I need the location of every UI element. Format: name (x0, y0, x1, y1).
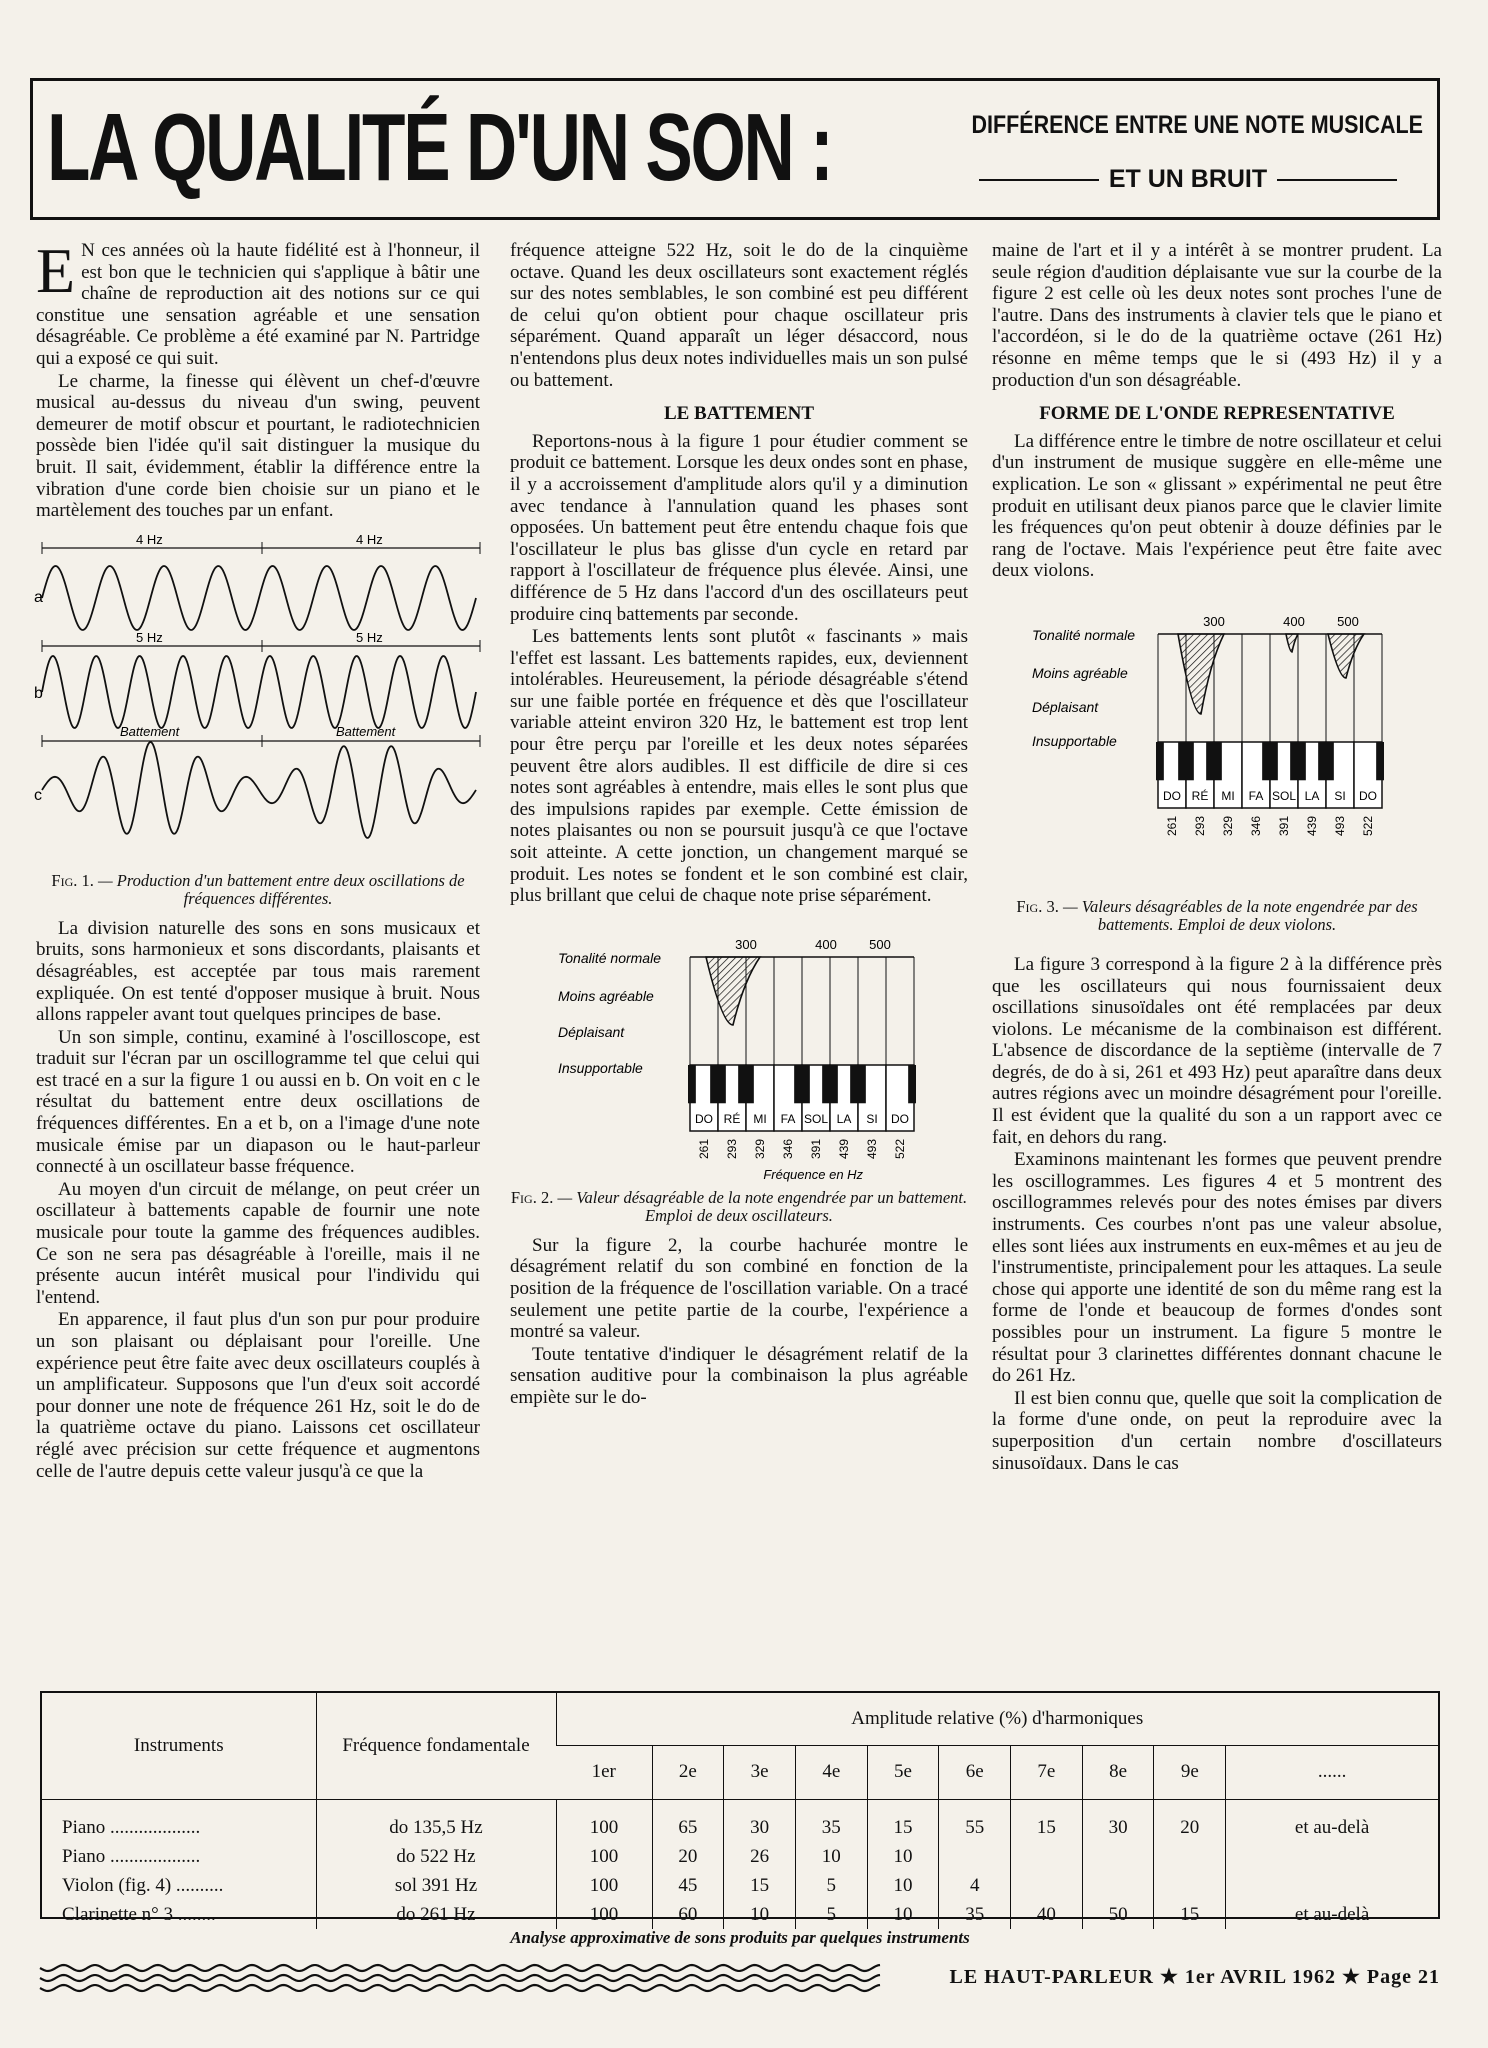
footer-text: LE HAUT-PARLEUR ★ 1er AVRIL 1962 ★ Page 21 (949, 1966, 1440, 1988)
paragraph: Un son simple, continu, examiné à l'oscilloscope, est traduit sur l'écran par un oscillogramme tel que celui qui est tracé en a sur la figure 1 ou aussi en b. On voit en c le résultat du battement entre deux oscillations de fréquences différentes. En a et b, on a l'image d'une note musicale émise par un diapason ou le haut-parleur connecté à un oscillateur basse fréquence. (36, 1026, 480, 1178)
black-key (710, 1065, 726, 1103)
note-label: SOL (803, 1111, 829, 1126)
spacer-cell (1226, 1799, 1438, 1813)
spacer-cell (724, 1799, 796, 1813)
section-heading: LE BATTEMENT (663, 403, 815, 425)
row-value: 100 (556, 1842, 652, 1871)
note-label: SI (866, 1111, 878, 1126)
harmonic-header: 1er (591, 1761, 616, 1782)
spacer-cell (867, 1799, 939, 1813)
paragraph: Toute tentative d'indiquer le désagrément relatif de la sensation auditive pour la combinaison la plus agréable empiète sur le do- (510, 1343, 968, 1408)
freq-label: 493 (865, 1138, 879, 1159)
spacer-cell (795, 1799, 867, 1813)
paragraph: Examinons maintenant les formes que peuvent prendre les oscillogrammes. Les figures 4 et 5 montrent des oscillogrammes relevés pour des notes émises par divers instruments. Ces courbes n'ont pas une valeur absolue, elles sont liées aux instruments en eux-mêmes et au jeu de l'instrumentiste, principalement pour les attaques. La seule chose qui apporte une identité de son du même rang est la forme de l'onde et beaucoup de formes d'ondes sont possibles pour un instrument. La figure 5 montre le résultat pour 3 clarinettes différentes donnant chacune le do 261 Hz. (992, 1149, 1442, 1387)
disagreement-curve (706, 957, 760, 1025)
black-key (1156, 742, 1164, 780)
table-row (42, 1813, 1438, 1842)
freq-tick-label: 300 (1203, 613, 1225, 629)
figure-1-svg (36, 528, 480, 866)
footer (40, 1958, 1440, 1998)
black-key (850, 1065, 866, 1103)
freq-label: 293 (1193, 815, 1207, 836)
row-value: 10 (867, 1900, 939, 1929)
level-label: Déplaisant (558, 1023, 625, 1040)
row-freq: do 135,5 Hz (316, 1813, 556, 1842)
harmonic-header: 6e (939, 1745, 1011, 1799)
caption-text: — Valeur désagréable de la note engendrée par un battement. Emploi de deux oscillateurs. (557, 1187, 968, 1225)
note-label: LA (836, 1111, 852, 1126)
freq-label: 439 (1305, 815, 1319, 836)
row-value (1226, 1871, 1438, 1900)
column-1 (34, 235, 480, 1483)
row-value: 15 (1011, 1813, 1083, 1842)
caption-text: — Production d'un battement entre deux oscillations de fréquences différentes. (97, 870, 465, 908)
level-label: Moins agréable (1032, 664, 1128, 681)
row-value (1082, 1871, 1154, 1900)
row-value (1011, 1871, 1083, 1900)
row-value: 4 (939, 1871, 1011, 1900)
row-value (1011, 1842, 1083, 1871)
freq-label: 522 (893, 1138, 907, 1159)
row-value: 35 (939, 1900, 1011, 1929)
paragraph: fréquence atteigne 522 Hz, soit le do de la cinquième octave. Quand les deux oscillateurs sont exactement réglés sur des notes semblables, le son combiné est peu différent de celui qu'on obtient pour chaque oscillateur pris séparément. Quand apparaît un léger désaccord, nous n'entendons plus deux notes individuelles mais un son pulsé ou battement. (510, 240, 968, 391)
freq-tick-label: 300 (735, 936, 757, 952)
note-label: LA (1304, 788, 1320, 803)
table-row (42, 1871, 1438, 1900)
freq-label: 329 (753, 1138, 767, 1159)
wave-c (42, 742, 476, 838)
freq-tick-label: 400 (1283, 613, 1305, 629)
spacer-cell (1154, 1799, 1226, 1813)
row-value: 100 (556, 1871, 652, 1900)
note-label: DO (695, 1111, 713, 1126)
freq-label: 391 (809, 1138, 823, 1159)
row-freq: sol 391 Hz (316, 1871, 556, 1900)
disagreement-curve (1328, 634, 1364, 678)
black-key (1318, 742, 1334, 780)
fig1-label-4hz-b: 4 Hz (356, 531, 383, 547)
note-label: SOL (1271, 788, 1297, 803)
row-value (939, 1842, 1011, 1871)
col-header-group: Amplitude relative (%) d'harmoniques (556, 1693, 1438, 1745)
freq-label: 346 (1249, 815, 1263, 836)
caption-fig-label: Fig. 3. (1016, 896, 1059, 916)
disagreement-curve (1286, 634, 1298, 652)
figure-2-svg (510, 921, 968, 1183)
paragraph: Les battements lents sont plutôt « fascinants » mais l'effet est lassant. Les battements rapides, eux, deviennent intolérables. Heureusement, la période désagréable s'étend sur une faible portée en fréquence et dès que l'oscillateur variable atteint environ 320 Hz, le battement est trop lent pour être perçu par l'oreille et les deux notes séparées peuvent être alors audibles. Il est difficile de dire si ces notes sont agréables à entendre, mais elles le sont plus que des impulsions rapides par exemple. Cette émission de notes plaisantes ou non se poursuit jusqu'à ce que l'octave soit atteinte. A cette jonction, un changement marqué se produit. Les notes se fondent et le son combiné est clair, plus brillant que celui de chaque note prise séparément. (510, 626, 968, 907)
row-value: 15 (867, 1813, 939, 1842)
freq-label: 493 (1333, 815, 1347, 836)
table-caption: Analyse approximative de sons produits par quelques instruments (510, 1928, 970, 1947)
note-label: DO (891, 1111, 909, 1126)
column-2 (510, 240, 968, 1410)
level-label: Tonalité normale (558, 949, 661, 966)
row-value: 10 (867, 1871, 939, 1900)
row-value: 20 (1154, 1813, 1226, 1842)
freq-label: 391 (1277, 815, 1291, 836)
spacer-cell (556, 1799, 652, 1813)
black-key (1290, 742, 1306, 780)
figure-1-caption (36, 872, 480, 908)
row-value: 10 (867, 1842, 939, 1871)
paragraph: Il est bien connu que, quelle que soit la complication de la forme d'une onde, on peut la reproduire avec la superposition d'un certain nombre d'oscillateurs sinusoïdaux. Dans le cas (992, 1387, 1442, 1474)
rule-right (1277, 179, 1397, 181)
row-value: 20 (652, 1842, 724, 1871)
fig1-label-c: c (34, 786, 42, 804)
row-value (1154, 1842, 1226, 1871)
freq-label: 261 (697, 1138, 711, 1159)
fig1-label-5hz-a: 5 Hz (136, 629, 163, 645)
row-instrument: Clarinette n° 3 ........ (62, 1903, 216, 1925)
row-value: 5 (795, 1871, 867, 1900)
freq-label: 261 (1165, 815, 1179, 836)
column-3 (992, 240, 1442, 1475)
harmonic-header: 2e (652, 1745, 724, 1799)
figure-2 (510, 921, 968, 1183)
row-freq: do 522 Hz (316, 1842, 556, 1871)
paragraph-text: N ces années où la haute fidélité est à l'honneur, il est bon que le technicien qui s'applique à bâtir une chaîne de reproduction ait des notions sur ce qui constitue une sensation agréable et une sensation désagréable. Ce problème a été examiné par N. Partridge qui a exposé ce qui suit. (36, 240, 480, 369)
fig1-label-battement-a: Battement (120, 723, 180, 739)
figure-3-caption (992, 898, 1442, 934)
row-instrument: Piano ................... (62, 1845, 201, 1867)
black-key (1376, 742, 1384, 780)
level-label: Insupportable (1032, 732, 1117, 749)
paragraph: Sur la figure 2, la courbe hachurée montre le désagrément relatif du son combiné en fonction de la position de la fréquence de l'oscillation variable. On a tracé seulement une petite partie de la courbe, l'expérience a montré sa valeur. (510, 1234, 968, 1343)
fig1-label-battement-b: Battement (336, 723, 396, 739)
row-value: 100 (556, 1900, 652, 1929)
row-value: et au-delà (1226, 1900, 1438, 1929)
row-value: 26 (724, 1842, 796, 1871)
caption-text: — Valeurs désagréables de la note engendrée par des battements. Emploi de deux violons. (1062, 896, 1418, 934)
black-key (908, 1065, 916, 1103)
row-value: 30 (1082, 1813, 1154, 1842)
spacer-cell (316, 1799, 556, 1813)
paragraph: Reportons-nous à la figure 1 pour étudier comment se produit ce battement. Lorsque les deux ondes sont en phase, il y a accroissement d'amplitude alors qu'il y a diminution avec tendance à l'annulation quand les phases sont opposées. Un battement peut être entendu chaque fois que l'oscillateur le plus bas glisse d'un cycle en retard par rapport à l'oscillateur de fréquence plus élevée. Ainsi, une différence de 5 Hz dans l'accord d'un des oscillateurs peut produire cinq battements par seconde. (510, 430, 968, 625)
note-label: DO (1359, 788, 1377, 803)
section-heading: FORME DE L'ONDE REPRESENTATIVE (1039, 403, 1395, 425)
note-label: RÉ (1191, 788, 1209, 803)
spacer-cell (939, 1799, 1011, 1813)
level-label: Moins agréable (558, 987, 654, 1004)
wave-a (42, 566, 476, 630)
level-label: Tonalité normale (1032, 626, 1135, 643)
note-label: MI (753, 1111, 767, 1126)
row-value: 35 (795, 1813, 867, 1842)
note-label: RÉ (723, 1111, 741, 1126)
row-value: 5 (795, 1900, 867, 1929)
paragraph: En apparence, il faut plus d'un son pur pour produire un son plaisant ou déplaisant pour l'oreille. Une expérience peut être faite avec deux oscillateurs couplés à un amplificateur. Supposons que l'un d'eux soit accordé pour donner une note de fréquence 261 Hz, soit le do de la quatrième octave du piano. Laissons cet oscillateur réglé avec précision sur cette fréquence et augmentons celle de l'autre depuis cette valeur jusqu'à ce que la (36, 1309, 480, 1482)
harmonics-table-grid (42, 1693, 1438, 1929)
paragraph: Le charme, la finesse qui élèvent un chef-d'œuvre musical au-dessus du niveau d'un swing, peuvent demeurer de motif obscur et pourtant, le radiotechnicien possède bien l'idée qu'il sait distinguer la musique du bruit. Il sait, évidemment, établir la différence entre la vibration d'une corde bien choisie sur un piano et le martèlement des touches par un enfant. (36, 370, 480, 522)
paragraph: La différence entre le timbre de notre oscillateur et celui d'un instrument de musique suggère en elle-même une explication. Le son « glissant » expérimental ne peut être produit en utilisant deux pianos parce que le clavier limite les fréquences qu'on peut obtenir à douze définies par le rang de l'octave. Mais l'expérience peut être faite avec deux violons. (992, 430, 1442, 582)
freq-label: 293 (725, 1138, 739, 1159)
fig1-label-a: a (34, 588, 43, 606)
row-value: 10 (795, 1842, 867, 1871)
row-value: 50 (1082, 1900, 1154, 1929)
spacer-cell (1011, 1799, 1083, 1813)
dropcap: E (36, 235, 76, 306)
freq-label: 329 (1221, 815, 1235, 836)
harmonic-header: ...... (1226, 1745, 1438, 1799)
freq-label: 439 (837, 1138, 851, 1159)
row-value: 65 (652, 1813, 724, 1842)
harmonic-header: 3e (724, 1745, 796, 1799)
paragraph: La figure 3 correspond à la figure 2 à la différence près que les oscillateurs qui nous fournissaient deux oscillations sinusoïdales ont été remplacées par deux violons. Le mécanisme de la combinaison est différent. L'absence de discordance de la septième (intervalle de 7 degrés, de do à si, 261 et 493 Hz) peut aparaître dans deux autres régions avec un moindre désagrément pour l'oreille. Il est évident que la qualité du son a un rapport avec ce fait, en dehors du rang. (992, 953, 1442, 1148)
freq-axis-label: Fréquence en Hz (763, 1166, 864, 1182)
black-key (822, 1065, 838, 1103)
masthead (30, 78, 1440, 220)
row-value: 10 (724, 1900, 796, 1929)
note-label: DO (1163, 788, 1181, 803)
row-value: 55 (939, 1813, 1011, 1842)
black-key (1178, 742, 1194, 780)
page-title: LA QUALITÉ D'UN SON : (47, 94, 832, 201)
figure-2-caption (510, 1189, 968, 1225)
subtitle-line2 (953, 165, 1423, 194)
row-value (1154, 1871, 1226, 1900)
harmonics-table (40, 1691, 1440, 1925)
fig1-label-5hz-b: 5 Hz (356, 629, 383, 645)
wave-ornament (40, 1962, 880, 1996)
figure-1 (36, 528, 480, 866)
col-header-instruments: Instruments (133, 1734, 224, 1756)
figure-3 (992, 602, 1442, 892)
subtitle-line1: DIFFÉRENCE ENTRE UNE NOTE MUSICALE (971, 111, 1423, 139)
harmonic-header: 8e (1082, 1745, 1154, 1799)
paragraph: La division naturelle des sons en sons musicaux et bruits, sons harmonieux et sons discordants, plaisants et désagréables, est acceptée par tous mais rarement expliquée. On est tenté d'opposer musique à bruit. Nous allons rappeler avant tout quelques principes de base. (36, 917, 480, 1026)
harmonic-header: 4e (795, 1745, 867, 1799)
note-label: FA (780, 1111, 796, 1126)
fig1-label-b: b (34, 684, 43, 702)
black-key (688, 1065, 696, 1103)
black-key (794, 1065, 810, 1103)
row-value: 15 (1154, 1900, 1226, 1929)
paragraph: maine de l'art et il y a intérêt à se montrer prudent. La seule région d'audition déplaisante vue sur la courbe de la figure 2 est celle où les deux notes sont proches l'une de l'autre. Dans des instruments à clavier tels que le piano et l'accordéon, si le do de la quatrième octave (261 Hz) résonne en même temps que le si (493 Hz) il y a production d'un son désagréable. (992, 240, 1442, 391)
wave-b (42, 656, 476, 728)
fig1-label-4hz-a: 4 Hz (136, 531, 163, 547)
col-header-freq: Fréquence fondamentale (316, 1693, 556, 1799)
spacer-cell (42, 1799, 316, 1813)
black-key (1206, 742, 1222, 780)
spacer-cell (1082, 1799, 1154, 1813)
row-instrument: Piano ................... (62, 1816, 201, 1838)
rule-left (979, 179, 1099, 181)
caption-fig-label: Fig. 2. (510, 1187, 554, 1207)
note-label: SI (1334, 788, 1346, 803)
note-label: FA (1248, 788, 1264, 803)
row-value (1226, 1842, 1438, 1871)
table-row (42, 1900, 1438, 1929)
subtitle-line2-text: ET UN BRUIT (1108, 165, 1268, 193)
disagreement-curve (1178, 634, 1224, 714)
row-value: 60 (652, 1900, 724, 1929)
harmonic-header: 7e (1011, 1745, 1083, 1799)
caption-fig-label: Fig. 1. (51, 870, 94, 890)
level-label: Déplaisant (1032, 698, 1099, 715)
row-value: 30 (724, 1813, 796, 1842)
harmonic-header: 9e (1154, 1745, 1226, 1799)
harmonic-header: 5e (867, 1745, 939, 1799)
freq-label: 346 (781, 1138, 795, 1159)
figure-3-svg (992, 602, 1442, 892)
row-freq: do 261 Hz (316, 1900, 556, 1929)
spacer-cell (652, 1799, 724, 1813)
row-value (1082, 1842, 1154, 1871)
row-value: 45 (652, 1871, 724, 1900)
row-value: 40 (1011, 1900, 1083, 1929)
row-value: et au-delà (1226, 1813, 1438, 1842)
table-spacer (42, 1799, 1438, 1813)
note-label: MI (1221, 788, 1235, 803)
paragraph (36, 235, 480, 370)
table-row (42, 1842, 1438, 1871)
level-label: Insupportable (558, 1059, 643, 1076)
freq-tick-label: 500 (869, 936, 891, 952)
freq-label: 522 (1361, 815, 1375, 836)
row-value: 15 (724, 1871, 796, 1900)
freq-tick-label: 400 (815, 936, 837, 952)
black-key (1262, 742, 1278, 780)
paragraph: Au moyen d'un circuit de mélange, on peut créer un oscillateur à battements capable de fournir une note musicale pour toute la gamme des fréquences audibles. Ce son ne sera pas désagréable à l'oreille, mais il ne présente aucun intérêt musical pour l'individu qui l'entend. (36, 1178, 480, 1308)
row-instrument: Violon (fig. 4) .......... (62, 1874, 224, 1896)
row-value: 100 (556, 1813, 652, 1842)
freq-tick-label: 500 (1337, 613, 1359, 629)
black-key (738, 1065, 754, 1103)
